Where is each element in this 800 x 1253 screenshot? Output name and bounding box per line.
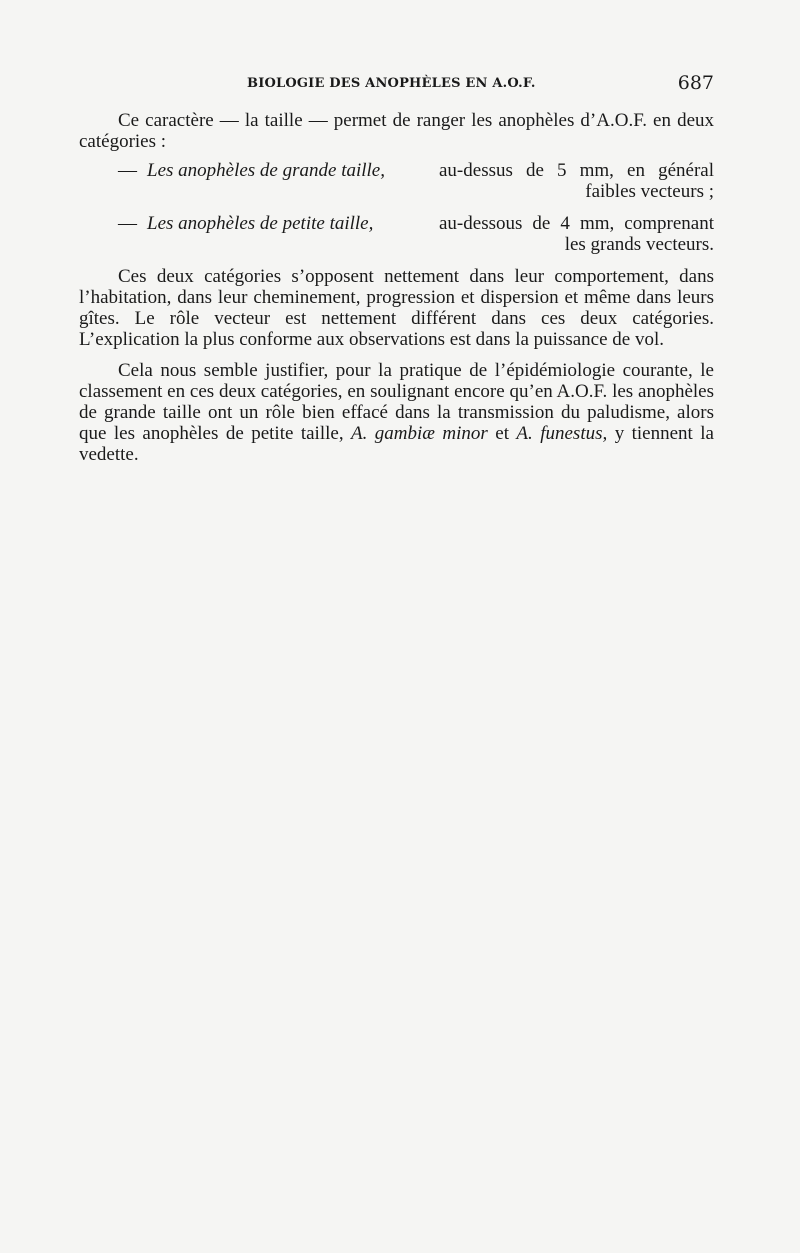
list-item-lead <box>79 160 439 202</box>
species-name: A. funestus, <box>516 423 608 444</box>
list-item-large <box>79 160 714 202</box>
list-item-lead <box>79 213 439 255</box>
conclusion-ending: y tiennent la vedette. <box>79 423 714 465</box>
paragraph-intro: Ce caractère — la taille — permet de ranger les anophèles d’A.O.F. en deux catégories : <box>79 110 714 152</box>
list-dash: — <box>118 160 137 181</box>
list-term: Les anophèles de petite taille, <box>147 213 374 234</box>
paragraph-conclusion <box>79 360 714 465</box>
conclusion-connector: et <box>487 423 517 444</box>
list-dash: — <box>118 213 137 234</box>
list-description: au-dessus de 5 mm, en général faibles vecteurs ; <box>439 160 714 202</box>
category-list <box>79 160 714 255</box>
conclusion-text: Cela nous semble justifier, pour la pratique de l’épidémiologie courante, le classement en ces deux catégories, en soulignant encore qu’en A.O.F. les anophèles de grande taille ont un rôle bien effacé dans la transmission du paludisme, alors que les anophèles de petite taille, <box>79 360 714 444</box>
paragraph-comparison: Ces deux catégories s’opposent nettement dans leur comportement, dans l’habitation, dans leur cheminement, progression et dispersion et même dans leurs gîtes. Le rôle vecteur est nettement différent dans ces deux catégories. L’explication la plus conforme aux observations est dans la puissance de vol. <box>79 266 714 350</box>
body-text <box>79 110 714 465</box>
species-name: A. gambiæ minor <box>351 423 488 444</box>
running-head <box>79 74 714 98</box>
list-description: au-dessous de 4 mm, comprenant les grands vecteurs. <box>439 213 714 255</box>
running-title: BIOLOGIE DES ANOPHÈLES EN A.O.F. <box>247 76 536 91</box>
list-item-small <box>79 213 714 255</box>
page-number: 687 <box>677 72 714 94</box>
list-term: Les anophèles de grande taille, <box>147 160 385 181</box>
